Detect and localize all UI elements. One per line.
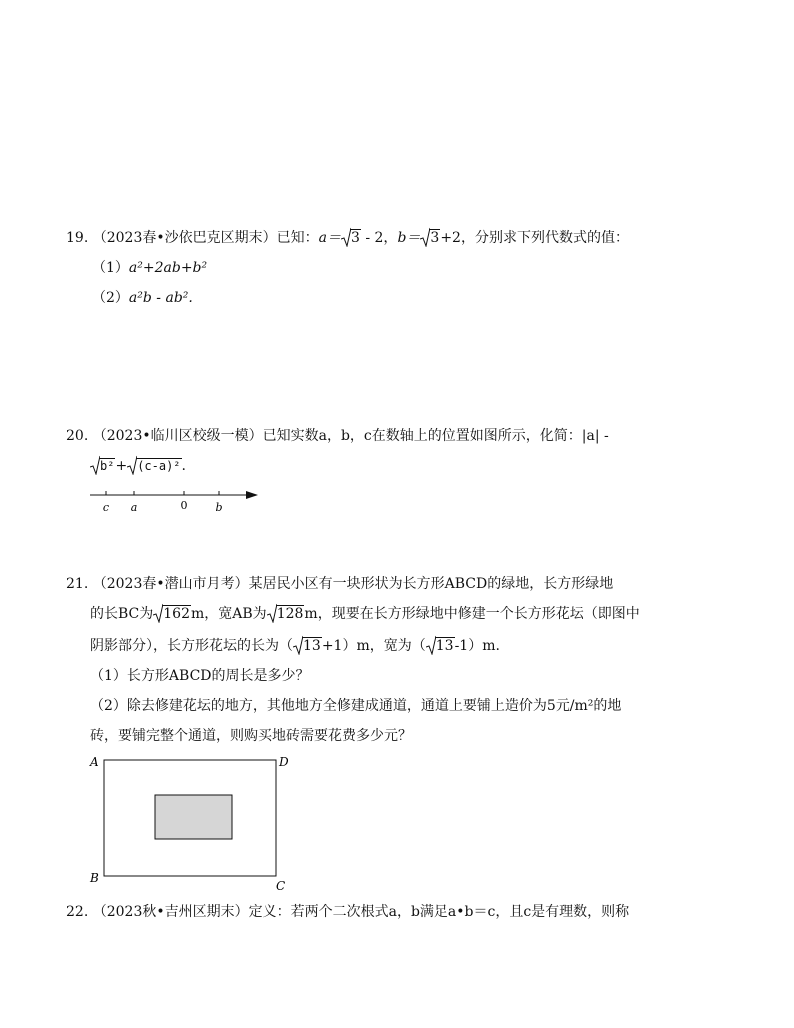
q19-tail: 分别求下列代数式的值： xyxy=(474,230,629,246)
q21-source: （2023春•潜山市月考） xyxy=(92,576,249,592)
label-c: c xyxy=(102,501,110,514)
q20-sqrt-b2: b² xyxy=(90,456,115,476)
q21-sqrt128: 128 xyxy=(267,604,305,624)
corner-b: B xyxy=(90,871,99,885)
number-line xyxy=(86,484,266,518)
flower-bed-shaded xyxy=(155,795,232,839)
q19-intro: 已知： xyxy=(276,230,319,246)
corner-d: D xyxy=(279,755,289,769)
q21-number: 21. xyxy=(66,576,89,592)
q21-line1: 某居民小区有一块形状为长方形ABCD的绿地，长方形绿地 xyxy=(248,576,614,592)
q19-part1: （1）a²+2ab+b² xyxy=(92,260,208,276)
q19-sqrt3-b: 3 xyxy=(420,228,440,248)
q20-expression: b²+ (c-a)². xyxy=(90,456,186,476)
q19-b-eq: b＝ xyxy=(397,230,421,246)
q21-sqrt13-length: 13 xyxy=(293,636,322,656)
q21-part2-line1: （2）除去修建花坛的地方，其他地方全修建成通道，通道上要铺上造价为5元/m²的地 xyxy=(90,698,622,714)
q21-part1: （1）长方形ABCD的周长是多少？ xyxy=(90,668,310,684)
q22-stem xyxy=(66,902,629,922)
q19-part2-expr: a²b - ab². xyxy=(128,290,193,306)
q19-number: 19. xyxy=(66,230,89,246)
q19-sqrt3-a: 3 xyxy=(341,228,361,248)
q20-number: 20. xyxy=(66,428,89,444)
q22-text: 定义：若两个二次根式a，b满足a•b＝c，且c是有理数，则称 xyxy=(248,904,630,920)
number-line-arrow xyxy=(246,491,258,499)
q22-source: （2023秋•吉州区期末） xyxy=(92,904,249,920)
q19-stem xyxy=(66,228,629,248)
q19-source: （2023春•沙依巴克区期末） xyxy=(92,230,277,246)
label-a: a xyxy=(130,501,138,514)
q19-part1-expr: a²+2ab+b² xyxy=(128,260,208,276)
q19-part2: （2）a²b - ab². xyxy=(92,290,193,306)
q20-text: 已知实数a，b，c在数轴上的位置如图所示，化简：|a| - xyxy=(262,428,609,444)
q20-source: （2023•临川区校级一模） xyxy=(92,428,263,444)
q20-stem xyxy=(66,426,609,446)
q21-line2: 的长BC为 162m，宽AB为 128m，现要在长方形绿地中修建一个长方形花坛（即图中 xyxy=(90,606,640,622)
q22-number: 22. xyxy=(66,904,89,920)
q21-part2-line2: 砖，要铺完整个通道，则购买地砖需要花费多少元？ xyxy=(90,728,412,744)
q21-sqrt13-width: 13 xyxy=(426,636,455,656)
corner-a: A xyxy=(90,755,99,769)
q21-line3: 阴影部分），长方形花坛的长为（ 13+1）m，宽为（ 13-1）m. xyxy=(90,638,500,654)
label-0: 0 xyxy=(180,499,188,512)
label-b: b xyxy=(215,501,223,514)
rectangle-diagram xyxy=(86,752,296,894)
q19-minus2: - 2， xyxy=(360,230,398,246)
q21-sqrt162: 162 xyxy=(153,604,191,624)
q20-sqrt-ca2: (c-a)² xyxy=(127,456,181,476)
q19-a-eq: a＝ xyxy=(318,230,341,246)
q19-plus2: +2， xyxy=(440,230,475,246)
q21-stem xyxy=(66,574,613,594)
corner-c: C xyxy=(276,879,286,893)
